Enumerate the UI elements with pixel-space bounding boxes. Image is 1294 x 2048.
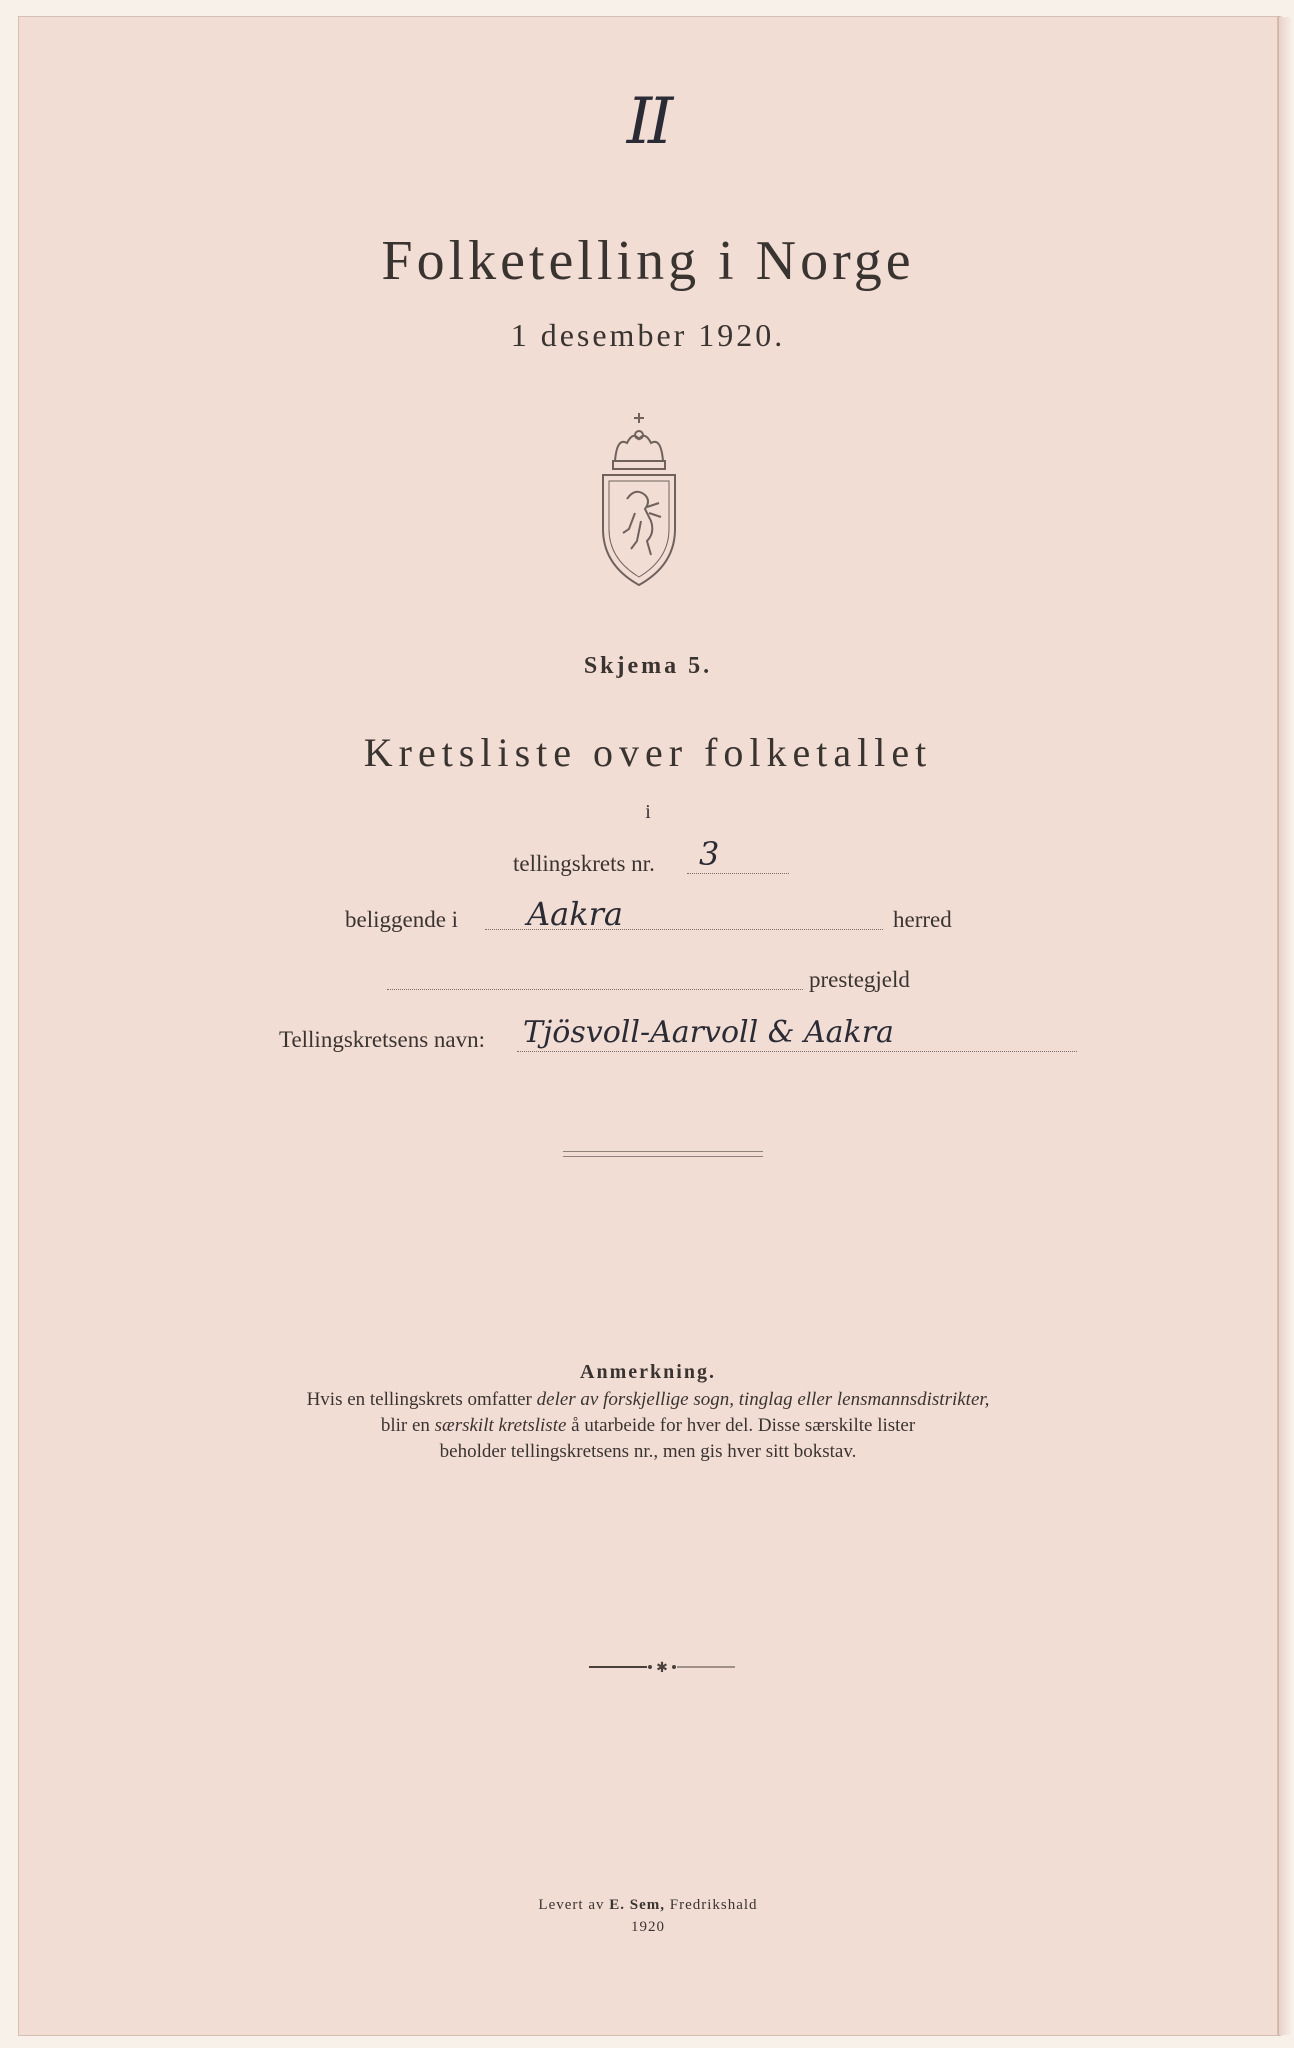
print-year: 1920 — [631, 1919, 665, 1935]
located-in-value: Aakra — [527, 895, 623, 933]
schema-number: Skjema 5. — [583, 653, 713, 679]
note-line-2-emphasis: særskilt kretsliste — [434, 1415, 567, 1436]
census-date: 1 desember 1920. — [510, 317, 786, 353]
district-number-label: tellingskrets nr. — [513, 851, 655, 876]
note-line-1 — [19, 1389, 1277, 1411]
district-number-value: 3 — [699, 835, 720, 873]
svg-text:✱: ✱ — [656, 1660, 668, 1676]
coat-of-arms-icon — [589, 409, 689, 589]
located-in-label: beliggende i — [345, 907, 459, 932]
printer-credit-prefix: Levert av — [538, 1897, 610, 1913]
note-line-2-text-b: å utarbeide for hver del. Disse særskilte lister — [566, 1415, 916, 1436]
district-name-line — [517, 1051, 1077, 1052]
page-title: Folketelling i Norge — [381, 230, 915, 292]
note-line-1-text: Hvis en tellingskrets omfatter — [306, 1389, 537, 1410]
note-line-1-emphasis: deler av forskjellige sogn, tinglag eller lensmannsdistrikter, — [536, 1389, 990, 1410]
note-line-2-text-a: blir en — [380, 1415, 435, 1436]
prestegjeld-label: prestegjeld — [809, 967, 910, 992]
district-name-value: Tjösvoll-Aarvoll & Aakra — [523, 1015, 894, 1050]
printer-name: E. Sem, — [609, 1897, 665, 1913]
note-heading: Anmerkning. — [580, 1361, 716, 1383]
volume-mark: II — [626, 85, 670, 159]
note-line-3: beholder tellingskretsens nr., men gis hver sitt bokstav. — [439, 1441, 857, 1462]
page-edge — [1279, 17, 1291, 2035]
census-form-page — [18, 16, 1278, 2036]
printer-credit — [19, 1897, 1277, 1914]
printer-city: Fredrikshald — [664, 1897, 758, 1913]
preposition-label: i — [645, 801, 651, 823]
form-heading: Kretsliste over folketallet — [363, 730, 933, 775]
district-number-line — [687, 873, 789, 874]
ornament-divider-icon — [587, 1657, 737, 1677]
note-line-2 — [19, 1415, 1277, 1437]
prestegjeld-line — [387, 989, 803, 990]
district-name-label: Tellingskretsens navn: — [279, 1027, 485, 1052]
herred-label: herred — [893, 907, 952, 932]
section-divider — [563, 1151, 763, 1157]
